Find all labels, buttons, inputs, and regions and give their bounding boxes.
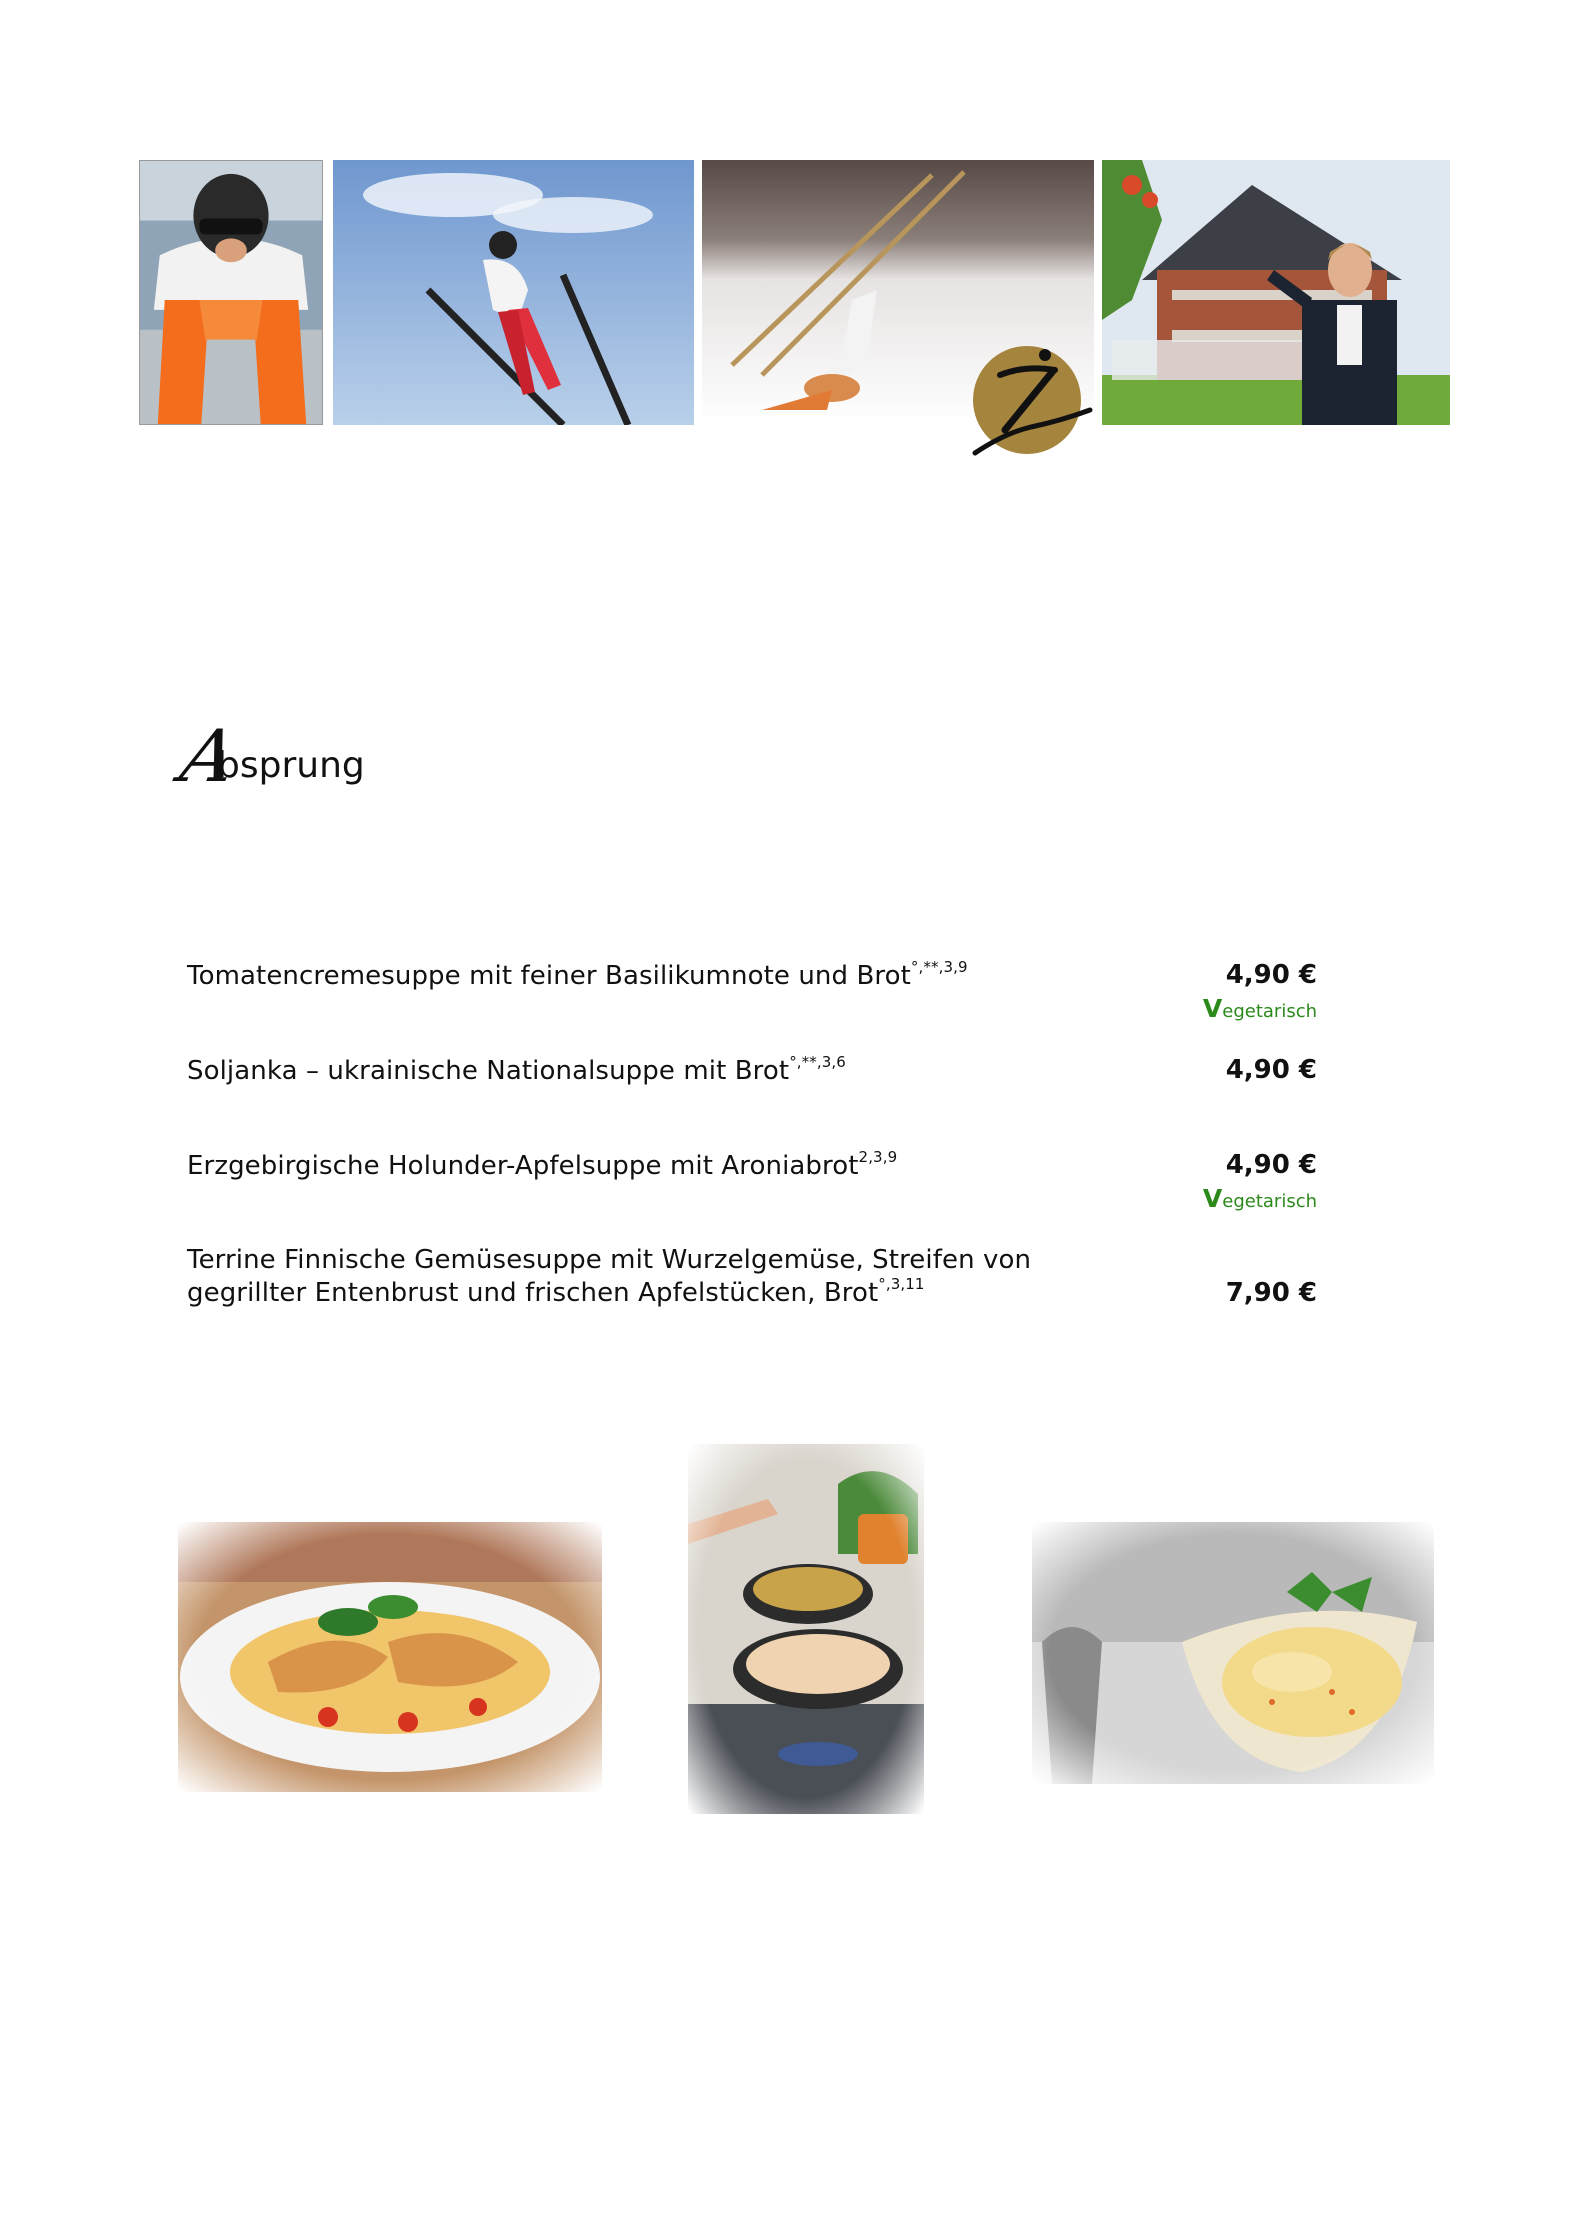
menu-item-price: 4,90 €	[1225, 960, 1317, 990]
section-title-initial: A	[174, 714, 244, 798]
menu-item-description: Soljanka – ukrainische Nationalsuppe mit Brot$^{^\circ,**,3,6}$	[187, 1053, 846, 1086]
menu-item-price: 7,90 €	[1225, 1278, 1317, 1308]
dessert-photo	[1032, 1522, 1434, 1784]
chef-cooking-photo	[688, 1444, 924, 1814]
menu-item-description: Erzgebirgische Holunder-Apfelsuppe mit Aroniabrot$^{2,3,9}$	[187, 1148, 898, 1181]
vegetarian-badge: Vegetarisch	[1202, 1184, 1317, 1213]
menu-item-description: Terrine Finnische Gemüsesuppe mit Wurzelgemüse, Streifen von gegrillter Entenbrust und frischen Apfelstücken, Brot$^{^\circ,3,11}$	[187, 1245, 1032, 1308]
section-title	[174, 712, 365, 798]
menu-item-price: 4,90 €	[1225, 1150, 1317, 1180]
menu-item-description: Tomatencremesuppe mit feiner Basilikumnote und Brot$^{^\circ,**,3,9}$	[187, 958, 968, 991]
hotel-host-photo	[1102, 160, 1450, 425]
allergen-codes: 2,3,9	[858, 1148, 898, 1167]
menu-item-price: 4,90 €	[1225, 1055, 1317, 1085]
pasta-dish-photo	[178, 1522, 602, 1792]
menu-item	[187, 1244, 1317, 1310]
ski-jumper-flight-photo	[333, 160, 694, 425]
ski-jumper-crouch-photo	[139, 160, 323, 425]
restaurant-logo	[965, 335, 1095, 465]
allergen-codes: °,**,3,6	[789, 1053, 846, 1072]
allergen-codes: °,3,11	[878, 1275, 925, 1294]
section-title-text: bsprung	[217, 745, 365, 786]
menu-item	[187, 1055, 1317, 1088]
vegetarian-badge: Vegetarisch	[1202, 994, 1317, 1023]
menu-item	[187, 1148, 1317, 1213]
allergen-codes: °,**,3,9	[910, 958, 968, 977]
menu-item	[187, 958, 1317, 1023]
